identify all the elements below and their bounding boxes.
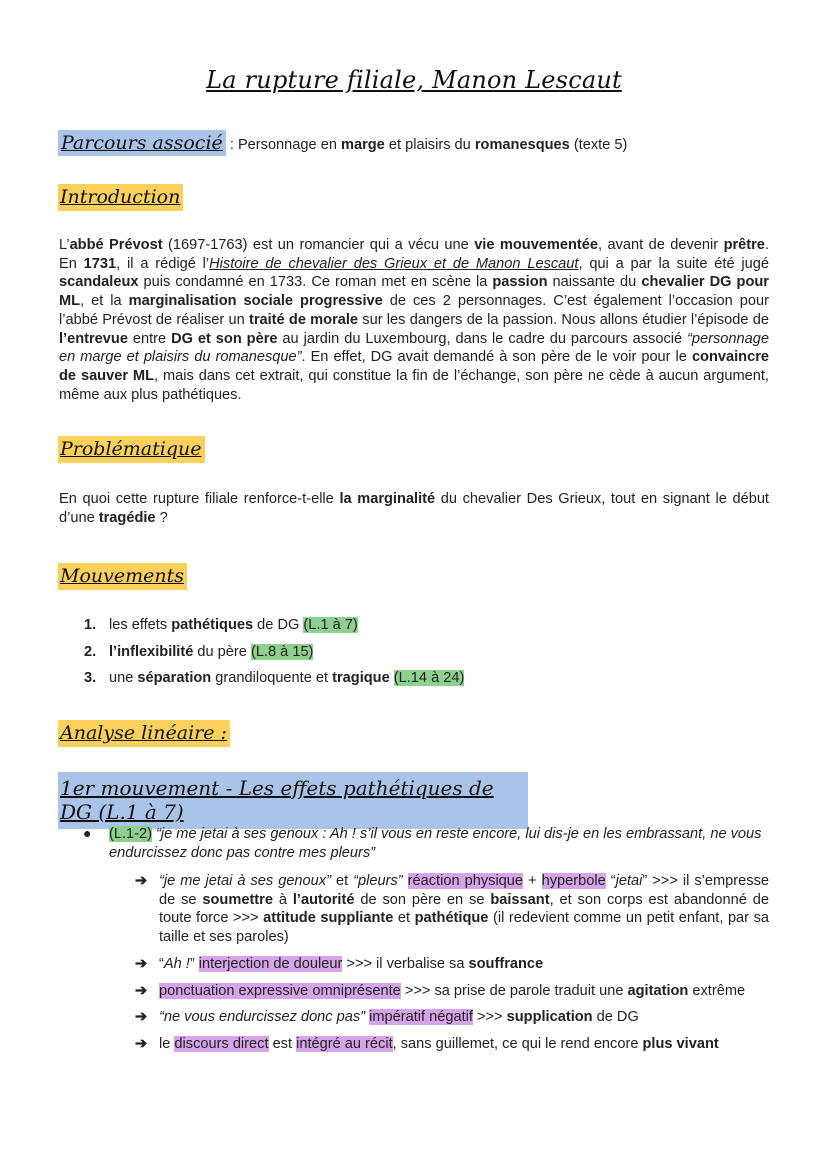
text-bold: chevalier DG pour ML <box>59 274 769 310</box>
quote-text <box>109 825 769 862</box>
text-run: ” <box>189 955 199 972</box>
analysis-text <box>159 872 769 947</box>
text-bold: baissant <box>490 891 550 908</box>
parcours-text: et plaisirs du <box>384 137 475 153</box>
list-number: 2. <box>84 643 97 660</box>
line-ref: (L.8 à 15) <box>250 643 314 660</box>
text-bold: pathétiques <box>171 617 254 633</box>
text-run: L’ <box>59 237 70 253</box>
text-run: “ <box>159 955 164 972</box>
text-bold: pathétique <box>414 910 489 927</box>
list-item <box>84 612 464 639</box>
text-bold: passion <box>492 274 548 291</box>
text-run: (il redevient comme un petit enfant, par sa taille et ses paroles) <box>159 910 769 946</box>
text-run <box>403 873 408 889</box>
mouvement-1-heading: 1er mouvement - Les effets pathétiques de DG (L.1 à 7) <box>58 772 528 829</box>
analysis-text <box>159 982 769 1001</box>
highlight-term: hyperbole <box>541 873 606 889</box>
book-title: Histoire de chevalier des Grieux et de Manon Lescaut <box>209 255 579 272</box>
list-item <box>135 1008 769 1027</box>
analysis-points <box>135 872 769 1062</box>
list-item <box>135 872 769 947</box>
text-run: . En effet, DG avait demandé à son père de le voir pour le <box>301 349 692 366</box>
quote-bullet <box>83 825 769 862</box>
highlight-term: interjection de douleur <box>198 955 343 972</box>
introduction-paragraph <box>59 236 769 404</box>
text-run: le <box>159 1035 175 1052</box>
list-item <box>83 825 769 862</box>
text-bold: 1731 <box>83 255 117 272</box>
parcours-bold: romanesques <box>474 137 570 153</box>
text-bold: supplication <box>506 1009 593 1026</box>
right-arrow-icon: ➔ <box>135 873 148 889</box>
text-run: est <box>268 1035 297 1052</box>
text-run: et <box>330 873 354 889</box>
text-run: , sans guillemet, ce qui le rend encore <box>392 1035 643 1052</box>
text-run: puis condamné en 1733. Ce roman met en scène la <box>138 274 493 291</box>
analysis-text <box>159 1008 769 1027</box>
text-bold: scandaleux <box>59 274 139 291</box>
list-item <box>84 639 464 666</box>
introduction-heading: Introduction <box>58 184 183 211</box>
text-italic: jetai <box>615 873 643 889</box>
line-ref: (L.14 à 24) <box>393 670 465 686</box>
text-bold: séparation <box>137 670 212 686</box>
text-italic: “je me jetai à ses genoux” <box>159 873 331 889</box>
list-number: 3. <box>84 670 97 686</box>
text-bold: agitation <box>627 982 689 999</box>
text-bold: l’inflexibilité <box>109 643 194 660</box>
text-run: En quoi cette rupture filiale renforce-t-elle <box>59 491 340 507</box>
text-run: entre <box>127 330 172 347</box>
list-item <box>135 955 769 974</box>
text-italic: Ah ! <box>163 955 190 972</box>
text-run: , mais dans cet extrait, qui constitue la fin de l’échange, son père ne cède à aucun argument, même aux plus pathétiques. <box>59 367 769 403</box>
line-ref: (L.1 à 7) <box>303 617 358 633</box>
right-arrow-icon: ➔ <box>135 1009 148 1026</box>
analysis-text <box>159 1035 769 1054</box>
parcours-text: Personnage en <box>237 137 341 153</box>
list-item <box>135 1035 769 1054</box>
text-run: , avant de devenir <box>598 237 724 253</box>
text-run: naissante du <box>547 274 642 291</box>
right-arrow-icon: ➔ <box>135 955 148 972</box>
text-run: ” >>> il s’empresse de se <box>159 873 769 908</box>
text-run: . En <box>59 237 769 272</box>
line-ref: (L.1-2) <box>109 826 152 842</box>
text-bold: marginalisation sociale progressive <box>128 293 383 310</box>
text-bold: convaincre de sauver ML <box>59 349 769 384</box>
page-title: La rupture filiale, Manon Lescaut <box>206 66 622 94</box>
text-run: >>> sa prise de parole traduit une <box>400 982 628 999</box>
text-run: , et son corps est abandonné de toute force >>> <box>159 891 769 927</box>
text-bold: tragique <box>332 670 390 686</box>
text-bold: DG et son père <box>171 330 278 347</box>
text-run: ? <box>155 509 168 526</box>
text-run: , qui a par la suite été jugé <box>578 255 769 272</box>
text-bold: l’autorité <box>292 891 355 908</box>
text-run: et <box>393 910 415 927</box>
highlight-term: discours direct <box>174 1035 269 1052</box>
highlight-term: ponctuation expressive omniprésente <box>159 982 401 999</box>
highlight-term: réaction physique <box>407 873 524 889</box>
quote-content: “je me jetai à ses genoux : Ah ! s’il vous en reste encore, lui dis-je en les embrassant, ne vous endurcissez donc pas contre mes pleurs” <box>109 826 762 861</box>
text-bold: tragédie <box>98 509 156 526</box>
text-run: , et la <box>80 293 129 310</box>
text-run: de son père en se <box>354 891 491 908</box>
text-run: “ <box>605 873 616 889</box>
text-bold: abbé Prévost <box>69 237 163 253</box>
text-italic: “ne vous endurcissez donc pas” <box>159 1009 366 1026</box>
text-bold: plus vivant <box>642 1035 719 1052</box>
text-italic: “pleurs” <box>353 873 403 889</box>
text-run: + <box>523 873 542 889</box>
bullet-dot-icon: ● <box>83 825 92 841</box>
text-bold: vie mouvementée <box>474 237 599 253</box>
text-run: de DG <box>253 617 304 633</box>
text-run: à <box>272 891 293 908</box>
list-item <box>135 982 769 1001</box>
text-bold: la marginalité <box>339 491 436 507</box>
text-run: les effets <box>109 617 172 633</box>
list-number: 1. <box>84 617 97 633</box>
text-bold: traité de morale <box>248 311 359 328</box>
mouvements-heading: Mouvements <box>58 563 187 590</box>
parcours-label: Parcours associé <box>58 130 226 156</box>
text-bold: attitude suppliante <box>263 910 394 927</box>
problematique-paragraph <box>59 490 769 527</box>
text-run: de DG <box>592 1009 639 1026</box>
problematique-heading: Problématique <box>58 436 205 463</box>
mouvements-list <box>84 612 464 692</box>
parcours-associe <box>58 132 627 154</box>
analyse-heading: Analyse linéaire : <box>58 720 230 747</box>
list-item <box>84 665 464 692</box>
text-run: du père <box>193 643 251 660</box>
text-italic: “personnage en marge et plaisirs du romanesque” <box>59 330 769 366</box>
text-bold: l’entrevue <box>59 330 128 347</box>
text-run: du chevalier Des Grieux, tout en signant le début d’une <box>59 491 769 526</box>
text-bold: prêtre <box>723 237 765 253</box>
parcours-bold: marge <box>341 137 385 153</box>
text-run: une <box>109 670 138 686</box>
text-run: de ces 2 personnages. C’est également l’occasion pour l’abbé Prévost de réaliser un <box>59 293 769 328</box>
text-run: , il a rédigé l’ <box>116 255 210 272</box>
text-bold: soumettre <box>202 891 273 908</box>
right-arrow-icon: ➔ <box>135 982 148 999</box>
parcours-sep: : <box>225 137 238 153</box>
right-arrow-icon: ➔ <box>135 1035 148 1052</box>
text-run: extrême <box>688 982 746 999</box>
highlight-term: impératif négatif <box>369 1009 473 1026</box>
text-bold: souffrance <box>468 955 544 972</box>
highlight-term: intégré au récit <box>296 1035 393 1052</box>
text-run: sur les dangers de la passion. Nous allons étudier l’épisode de <box>358 311 770 328</box>
text-run: >>> <box>472 1009 507 1026</box>
parcours-text: (texte 5) <box>569 137 628 153</box>
text-run: >>> il verbalise sa <box>342 955 469 972</box>
text-run: au jardin du Luxembourg, dans le cadre du parcours associé <box>277 330 688 347</box>
text-run: grandiloquente et <box>211 670 333 686</box>
analysis-text <box>159 955 769 974</box>
text-run: (1697-1763) est un romancier qui a vécu une <box>162 237 475 253</box>
